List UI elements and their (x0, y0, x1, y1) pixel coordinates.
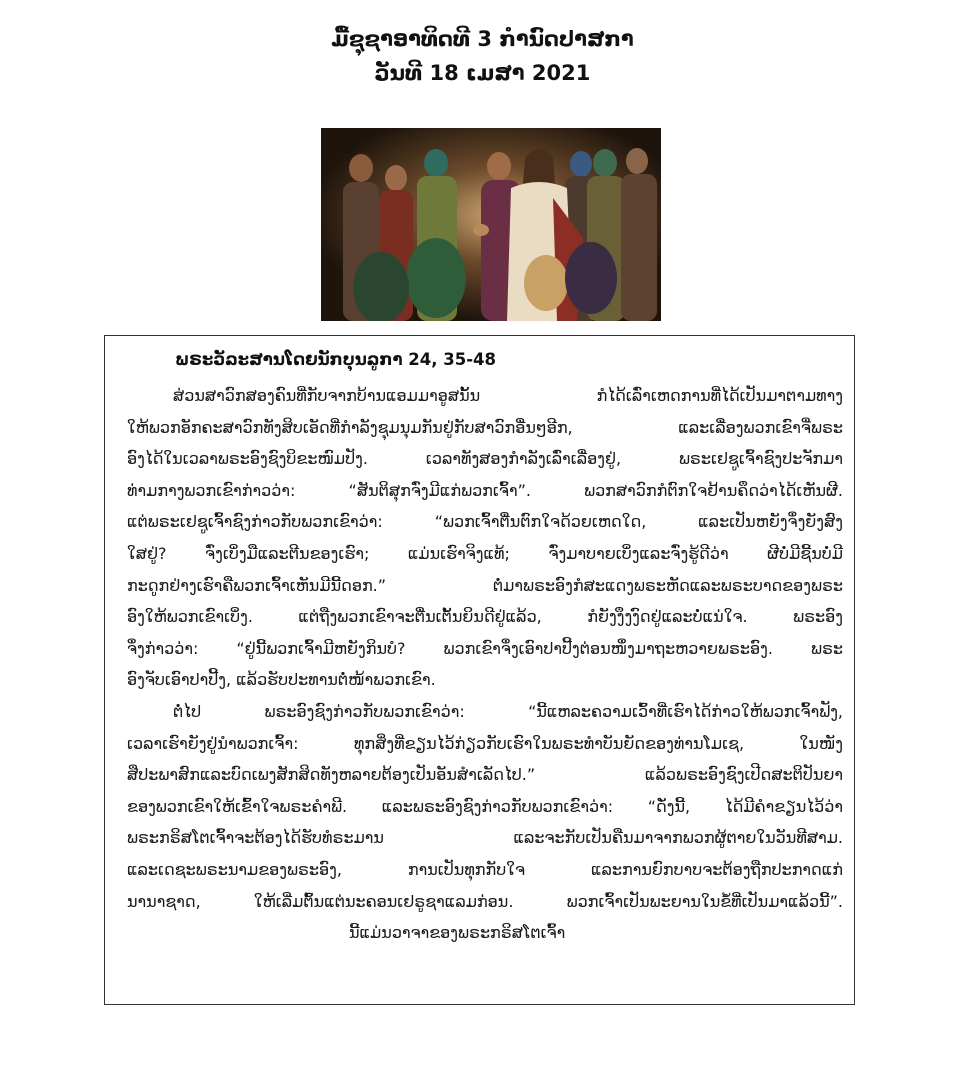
reading-line: ແຕ່ພຣະເຢຊູເຈົ້າຊົງກ່າວກັບພວກເຂົາວ່າ: “ພວກເຈົ້າຕື່ນຕົກໃຈດ້ວຍເຫດໃດ, ແລະເປັນຫຍັງຈຶ່ງຍັງສົງ (127, 512, 843, 532)
reading-line: ແລະເດຊະພຣະນາມຂອງພຣະອົງ, ການເປັນທຸກກັບໃຈ ແລະການຍົກບາບຈະຕ້ອງຖືກປະກາດແກ່ (127, 859, 843, 879)
document-title: ມື້ຊຸຊາອາທິດທີ 3 ກໍານົດປາສກາ (331, 27, 634, 51)
reading-text (127, 380, 843, 949)
reading-line: ຂອງພວກເຂົາໃຫ້ເຂົ້າໃຈພຣະຄໍາພີ. ແລະພຣະອົງຊົງກ່າວກັບພວກເຂົາວ່າ: “ດັ່ງນີ້, ໄດ້ມີຄໍາຂຽນໄວ້ວ່າ (127, 796, 843, 816)
reading-line: ທ່າມກາງພວກເຂົາກ່າວວ່າ: “ສັນຕິສຸກຈົ່ງມີແກ່ພວກເຈົ້າ”. ພວກສາວົກກໍຕົກໃຈຢ້ານຄຶດວ່າໄດ້ເຫັນຜີ. (127, 480, 843, 500)
reading-line: ຕໍ່ໄປ ພຣະອົງຊົງກ່າວກັບພວກເຂົາວ່າ: “ນີ້ແຫລະຄວາມເວົ້າທີ່ເຮົາໄດ້ກ່າວໃຫ້ພວກເຈົ້າຟັງ, (173, 701, 843, 721)
reading-closing: ນີ້ແມ່ນວາຈາຂອງພຣະກຣິສໂຕເຈົ້າ (349, 923, 566, 943)
reading-line: ອົງຈັບເອົາປາປີ້ງ, ແລ້ວຮັບປະທານຕໍ່ໜ້າພວກເຂົາ. (127, 670, 436, 690)
reading-line: ໃສຢູ່? ຈົ່ງເບິ່ງມືແລະຕີນຂອງເຮົາ; ແມ່ນເຮົາຈິງແທ້; ຈົ່ງມາບາຍເບິ່ງແລະຈົ່ງຮູ້ດີວ່າ ຜີບໍ່ມີຊີ້ນບໍ່ມີ (127, 543, 843, 563)
reading-title: ພຣະວັລະສານໂດຍນັກບຸນລູກາ 24, 35-48 (175, 350, 497, 369)
reading-line: ອົງໄດ້ໃນເວລາພຣະອົງຊົງບິຂະໜົມປັງ. ເວລາທັງສອງກໍາລັງເລົ່າເລື່ອງຢູ່, ພຣະເຢຊູເຈົ້າຊົງປະຈັກມາ (127, 449, 843, 469)
illustration-drawing (321, 128, 661, 321)
document-date: ວັນທີ 18 ເມສາ 2021 (374, 61, 591, 85)
reading-line: ນານາຊາດ, ໃຫ້ເລີ່ມຕົ້ນແຕ່ນະຄອນເຢຣູຊາແລມກ່ອນ. ພວກເຈົ້າເປັນພະຍານໃນຂໍ້ທີ່ເປັນມາແລ້ວນີ້”. (127, 891, 843, 911)
reading-line: ໃຫ້ພວກອັກຄະສາວົກທັງສິບເອັດທີ່ກໍາລັງຊຸມນຸມກັນຢູ່ກັບສາວົກອື່ນໆອີກ, ແລະເລື່ອງພວກເຂົາຈື່ພຣະ (127, 417, 843, 437)
reading-line: ກະດູກຢ່າງເຮົາຄືພວກເຈົ້າເຫັນມີນີ້ດອກ.” ຕໍ່ມາພຣະອົງກໍສະແດງພຣະຫັດແລະພຣະບາດຂອງພຣະ (127, 575, 843, 595)
reading-line: ເວລາເຮົາຍັງຢູ່ນໍາພວກເຈົ້າ: ທຸກສິ່ງທີ່ຂຽນໄວ້ກ່ຽວກັບເຮົາໃນພຣະທໍາບັນຍັດຂອງທ່ານໂມເຊ, ໃນໜັງ (127, 733, 843, 753)
reading-line: ພຣະກຣິສໂຕເຈົ້າຈະຕ້ອງໄດ້ຮັບທໍຣະມານ ແລະຈະກັບເປັນຄືນມາຈາກພວກຜູ້ຕາຍໃນວັນທີສາມ. (127, 828, 843, 848)
reading-line: ສືປະພາສົກແລະບົດເພງສັກສິດທັງຫລາຍຕ້ອງເປັນອັນສໍາເລັດໄປ.” ແລ້ວພຣະອົງຊົງເປີດສະຕິປັນຍາ (127, 765, 843, 785)
gospel-illustration (321, 128, 661, 321)
reading-line: ອົງໃຫ້ພວກເຂົາເບິ່ງ. ແຕ່ຖືງພວກເຂົາຈະຕື່ນເຕັ້ນຍິນດີຢູ່ແລ້ວ, ກໍຍັງງຶງງົດຢູ່ແລະບໍ່ແນ່ໃຈ. ພຣະອົງ (127, 607, 843, 627)
gospel-reading-box (104, 335, 855, 1005)
document-header (0, 22, 965, 90)
reading-line: ຈຶ່ງກ່າວວ່າ: “ຢູ່ນີ້ພວກເຈົ້າມີຫຍັງກິນບໍ? ພວກເຂົາຈຶ່ງເອົາປາປີ້ງຕ່ອນໜຶ່ງມາຖະຫວາຍພຣະອົງ. ພຣະ (127, 638, 843, 658)
reading-line: ສ່ວນສາວົກສອງຄົນທີ່ກັບຈາກບ້ານແອມມາອູສນັ້ນ ກໍໄດ້ເລົ່າເຫດການທີ່ໄດ້ເປັນມາຕາມທາງ (173, 386, 843, 405)
